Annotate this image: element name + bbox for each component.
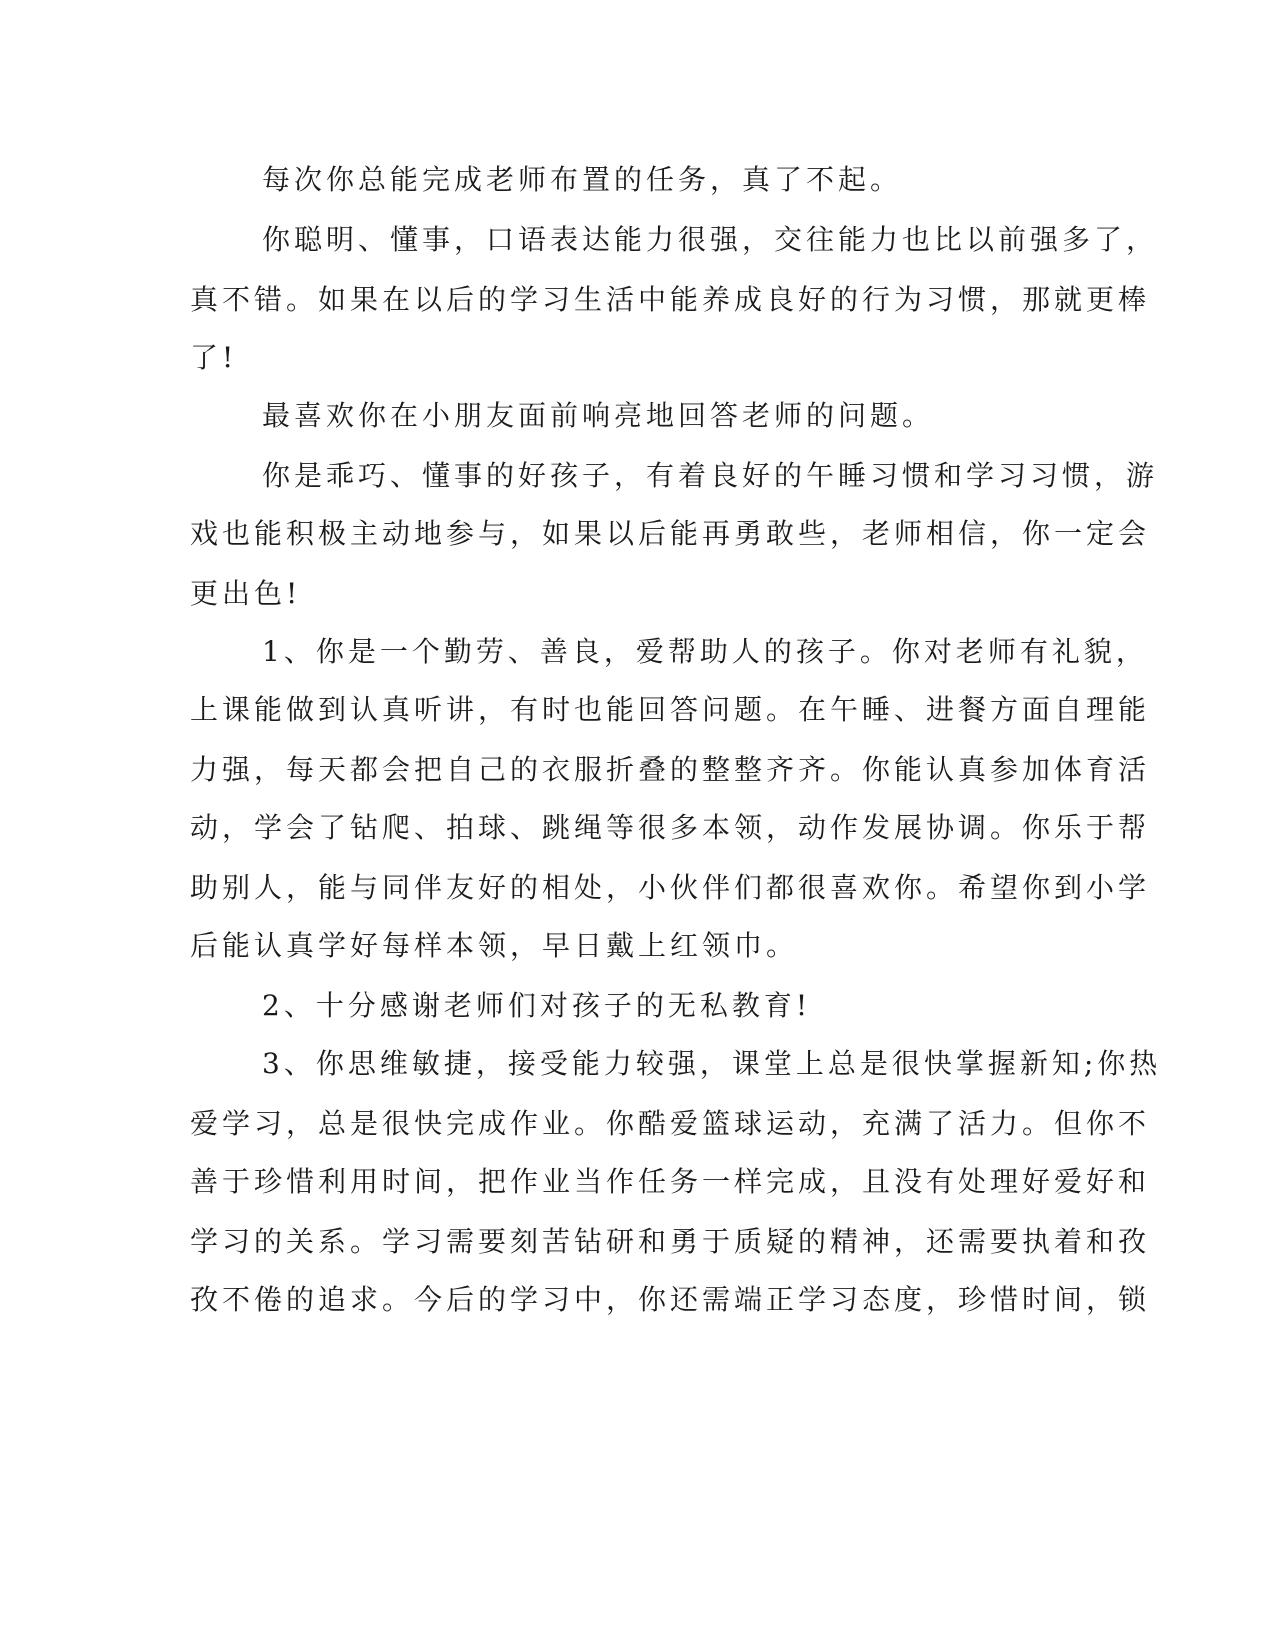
text-line: 学习的关系。学习需要刻苦钻研和勇于质疑的精神，还需要执着和孜 [190,1225,1151,1258]
text-line: 你是乖巧、懂事的好孩子，有着良好的午睡习惯和学习习惯，游 [262,459,1159,492]
text-line: 更出色! [190,577,302,610]
text-line: 爱学习，总是很快完成作业。你酷爱篮球运动，充满了活力。但你不 [190,1107,1151,1140]
text-line: 后能认真学好每样本领，早日戴上红领巾。 [190,929,799,962]
text-line: 戏也能积极主动地参与，如果以后能再勇敢些，老师相信，你一定会 [190,517,1151,550]
text-line: 2、十分感谢老师们对孩子的无私教育! [262,989,812,1022]
text-line: 你聪明、懂事，口语表达能力很强，交往能力也比以前强多了， [262,223,1159,256]
text-line: 上课能做到认真听讲，有时也能回答问题。在午睡、进餐方面自理能 [190,693,1151,726]
text-line: 1、你是一个勤劳、善良，爱帮助人的孩子。你对老师有礼貌， [262,635,1148,668]
text-line: 助别人，能与同伴友好的相处，小伙伴们都很喜欢你。希望你到小学 [190,871,1151,904]
text-line: 真不错。如果在以后的学习生活中能养成良好的行为习惯，那就更棒 [190,283,1151,316]
text-line: 每次你总能完成老师布置的任务，真了不起。 [262,163,903,196]
text-line: 3、你思维敏捷，接受能力较强，课堂上总是很快掌握新知;你热 [262,1047,1162,1080]
text-line: 了! [190,341,238,374]
text-line: 力强，每天都会把自己的衣服折叠的整整齐齐。你能认真参加体育活 [190,753,1151,786]
text-line: 善于珍惜利用时间，把作业当作任务一样完成，且没有处理好爱好和 [190,1165,1151,1198]
text-line: 动，学会了钻爬、拍球、跳绳等很多本领，动作发展协调。你乐于帮 [190,811,1151,844]
text-line: 孜不倦的追求。今后的学习中，你还需端正学习态度，珍惜时间，锁 [190,1283,1151,1316]
text-line: 最喜欢你在小朋友面前响亮地回答老师的问题。 [262,399,935,432]
